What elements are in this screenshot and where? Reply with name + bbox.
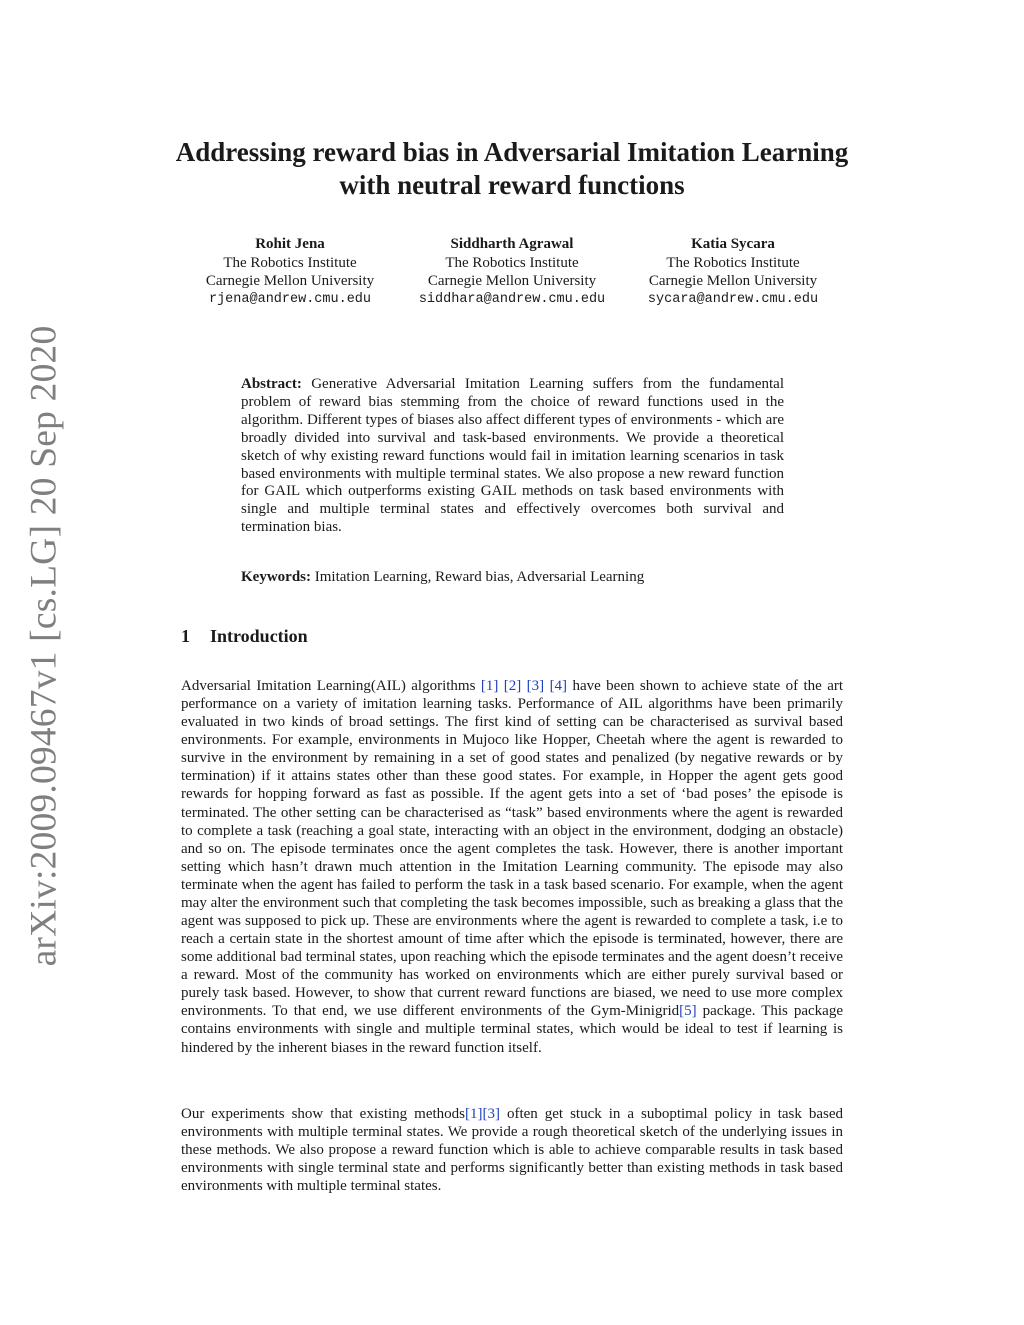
author-name: Katia Sycara	[691, 236, 775, 252]
author-affiliation: Carnegie Mellon University	[205, 273, 375, 289]
author-email: siddhara@andrew.cmu.edu	[418, 291, 606, 307]
author-affiliation: The Robotics Institute	[666, 254, 800, 271]
author-email: sycara@andrew.cmu.edu	[647, 291, 819, 307]
abstract	[241, 376, 784, 537]
citation-link[interactable]: [1]	[480, 678, 499, 694]
paragraph-text: Adversarial Imitation Learning(AIL) algorithms	[181, 678, 476, 694]
citation-link[interactable]: [1]	[465, 1106, 483, 1122]
author-affiliation: Carnegie Mellon University	[427, 273, 597, 289]
citation-link[interactable]: [3]	[482, 1106, 500, 1122]
arxiv-identifier: arXiv:2009.09467v1 [cs.LG] 20 Sep 2020	[23, 325, 65, 967]
section-heading	[181, 626, 308, 647]
author-card	[392, 235, 632, 309]
author-affiliation: The Robotics Institute	[223, 254, 357, 271]
author-email: rjena@andrew.cmu.edu	[208, 291, 372, 307]
section-title: Introduction	[210, 626, 308, 646]
keywords-text: Imitation Learning, Reward bias, Adversarial Learning	[314, 569, 645, 585]
author-card	[170, 235, 410, 309]
author-name: Siddharth Agrawal	[450, 236, 574, 252]
keywords	[241, 568, 784, 586]
paragraph-text: package. This package contains environments with single and multiple terminal states, which would be ideal to test if learning is hindered by the inherent biases in the reward function itself.	[181, 1003, 843, 1056]
intro-paragraph	[181, 677, 843, 1057]
paragraph-text: often get stuck in a suboptimal policy in task based environments with multiple terminal states. We provide a rough theoretical sketch of the underlying issues in these methods. We also propose a reward function which is able to achieve comparable results in task based environments with single terminal state and performs significantly better than existing methods in task based environments with multiple terminal states.	[181, 1106, 844, 1195]
author-affiliation: Carnegie Mellon University	[648, 273, 818, 289]
citation-link[interactable]: [4]	[549, 678, 568, 694]
abstract-label: Abstract:	[241, 376, 302, 392]
paper-title: Addressing reward bias in Adversarial Imitation Learning with neutral reward functions	[175, 137, 849, 200]
author-name: Rohit Jena	[255, 236, 325, 252]
keywords-label: Keywords:	[241, 569, 311, 585]
citation-link[interactable]: [5]	[679, 1003, 697, 1020]
author-card	[613, 235, 853, 309]
author-affiliation: The Robotics Institute	[445, 254, 579, 271]
section-number: 1	[181, 626, 190, 646]
paragraph-text: Our experiments show that existing methods	[181, 1106, 465, 1122]
paragraph-text: have been shown to achieve state of the art performance on a variety of imitation learning tasks. Performance of AIL algorithms have been primarily evaluated in two kinds of broad settings. The first kind of setting can be characterised as survival based environments. For example, environments in Mujoco like Hopper, Cheetah where the agent is rewarded to survive in the environment by remaining in a set of good states and penalized (by negative rewards or by termination) if it attains states other than these good states. For example, in Hopper the agent gets good rewards for hopping forward as fast as possible. If the agent gets into a set of ‘bad poses’ the episode is terminated. The other setting can be characterised as “task” based environments where the agent is rewarded to complete a task (reaching a goal state, interacting with an object in the environment, dodging an obstacle) and so on. The episode terminates once the agent completes the task. However, there is another important setting which hasn’t drawn much attention in the Imitation Learning community. The episode may also terminate when the agent has failed to perform the task in a task based scenario. For example, when the agent may alter the environment such that completing the task becomes impossible, such as breaking a glass that the agent was supposed to pick up. These are environments where the agent is rewarded to complete a task, i.e to reach a certain state in the shortest amount of time after which the episode is terminated, however, there are some additional bad terminal states, upon reaching which the episode terminates and the agent doesn’t receive a reward. Most of the community has worked on environments which are either purely survival based or purely task based. However, to show that current reward functions are biased, we need to use more complex environments. To that end, we use different environments of the Gym-Minigrid	[181, 678, 844, 1020]
citation-link[interactable]: [2]	[503, 678, 522, 694]
intro-paragraph	[181, 1105, 843, 1195]
abstract-text: Generative Adversarial Imitation Learning suffers from the fundamental problem of reward bias stemming from the choice of reward functions used in the algorithm. Different types of biases also affect different types of environments - which are broadly divided into survival and task-based environments. We provide a theoretical sketch of why existing reward functions would fail in imitation learning scenarios in task based environments with multiple terminal states. We also propose a new reward function for GAIL which outperforms existing GAIL methods on task based environments with single and multiple terminal states and effectively overcomes both survival and termination bias.	[241, 376, 784, 536]
citation-link[interactable]: [3]	[526, 678, 545, 694]
